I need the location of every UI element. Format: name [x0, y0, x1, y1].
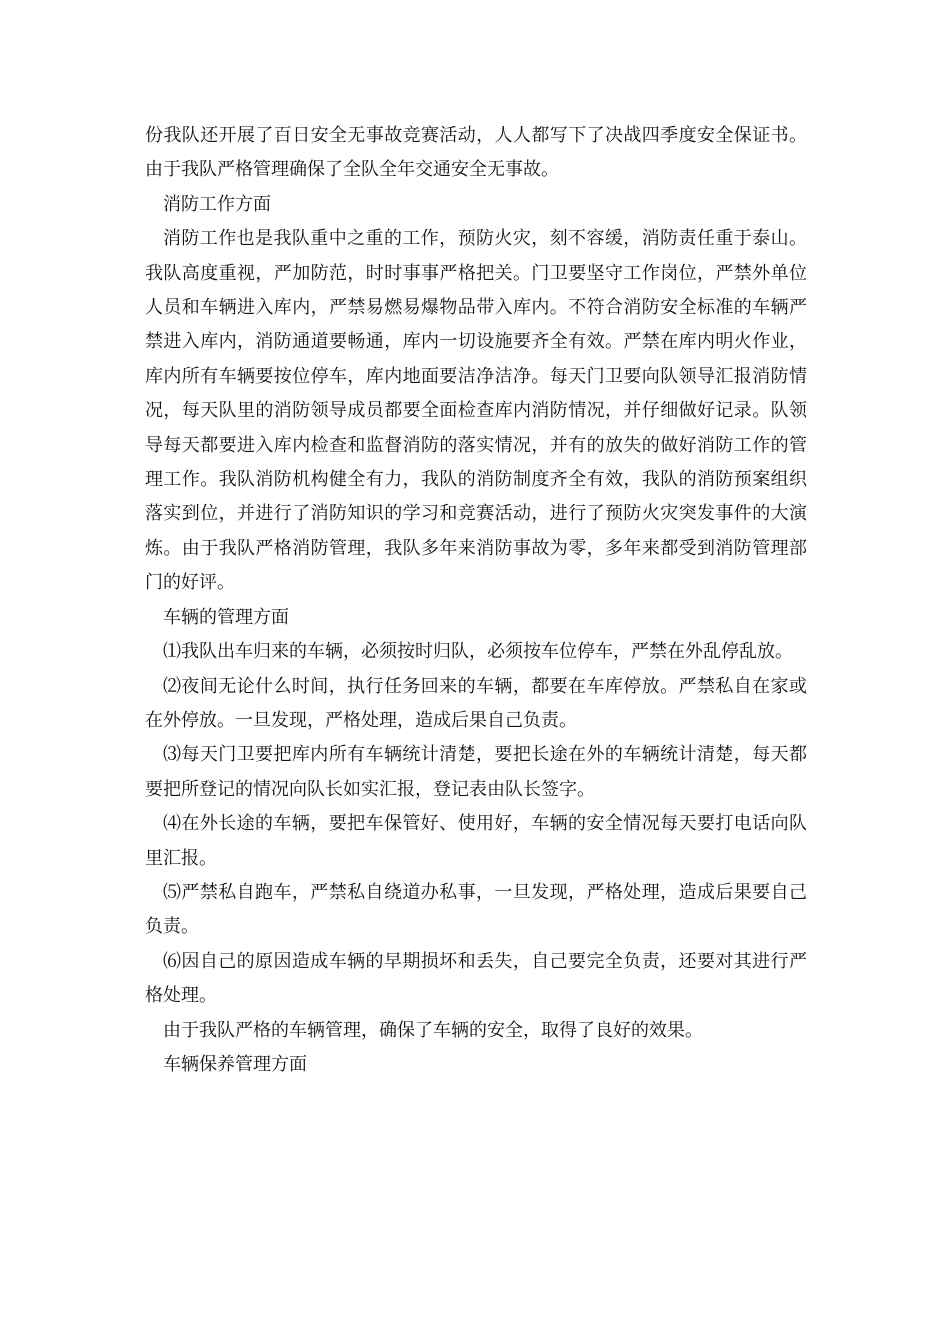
list-item-2: ⑵夜间无论什么时间，执行任务回来的车辆，都要在车库停放。严禁私自在家或在外停放。一旦发现，严格处理，造成后果自己负责。 — [145, 675, 807, 731]
list-item-1: ⑴我队出车归来的车辆，必须按时归队，必须按车位停车，严禁在外乱停乱放。 — [163, 641, 793, 663]
list-item-4: ⑷在外长途的车辆，要把车保管好、使用好，车辆的安全情况每天要打电话向队里汇报。 — [145, 813, 807, 869]
section-heading-vehicle-management: 车辆的管理方面 — [163, 606, 289, 628]
paragraph-vehicle-summary: 由于我队严格的车辆管理，确保了车辆的安全，取得了良好的效果。 — [163, 1019, 703, 1041]
list-item-5: ⑸严禁私自跑车，严禁私自绕道办私事，一旦发现，严格处理，造成后果要自己负责。 — [145, 881, 807, 938]
document-body — [145, 119, 807, 1082]
section-heading-fire-safety: 消防工作方面 — [163, 193, 271, 215]
section-heading-vehicle-maintenance: 车辆保养管理方面 — [163, 1053, 307, 1075]
list-item-3: ⑶每天门卫要把库内所有车辆统计清楚，要把长途在外的车辆统计清楚，每天都要把所登记的情况向队长如实汇报，登记表由队长签字。 — [145, 744, 807, 800]
paragraph-fire-safety: 消防工作也是我队重中之重的工作，预防火灾，刻不容缓，消防责任重于泰山。我队高度重视，严加防范，时时事事严格把关。门卫要坚守工作岗位，严禁外单位人员和车辆进入库内，严禁易燃易爆物品带入库内。不符合消防安全标准的车辆严禁进入库内，消防通道要畅通，库内一切设施要齐全有效。严禁在库内明火作业，库内所有车辆要按位停车，库内地面要洁净洁净。每天门卫要向队领导汇报消防情况，每天队里的消防领导成员都要全面检查库内消防情况，并仔细做好记录。队领导每天都要进入库内检查和监督消防的落实情况，并有的放失的做好消防工作的管理工作。我队消防机构健全有力，我队的消防制度齐全有效，我队的消防预案组织落实到位，并进行了消防知识的学习和竞赛活动，进行了预防火灾突发事件的大演炼。由于我队严格消防管理，我队多年来消防事故为零，多年来都受到消防管理部门的好评。 — [145, 228, 807, 594]
list-item-6: ⑹因自己的原因造成车辆的早期损坏和丢失，自己要完全负责，还要对其进行严格处理。 — [145, 950, 807, 1007]
paragraph-continuation: 份我队还开展了百日安全无事故竞赛活动，人人都写下了决战四季度安全保证书。由于我队严格管理确保了全队全年交通安全无事故。 — [145, 125, 807, 181]
